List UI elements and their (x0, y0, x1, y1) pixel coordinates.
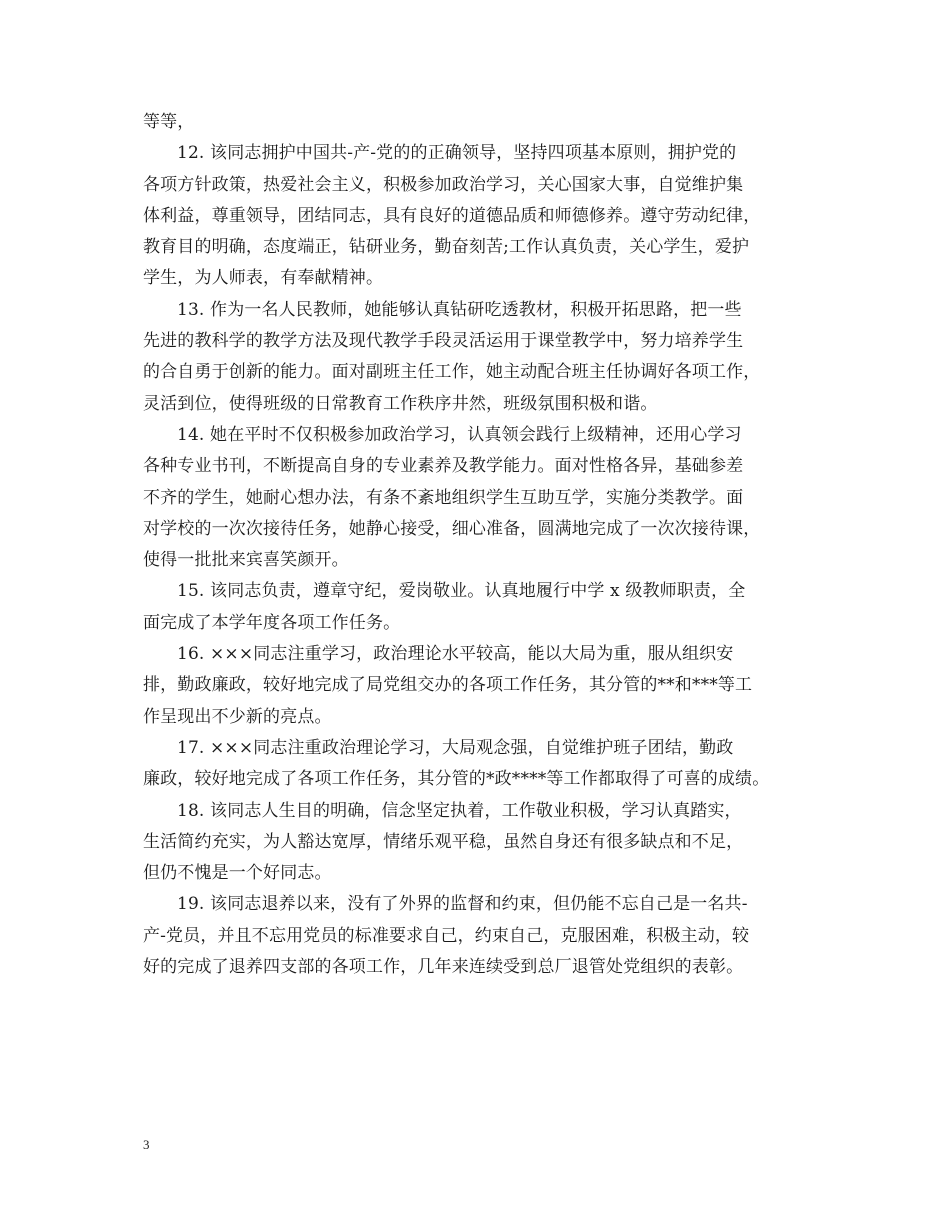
text-line: 教育目的明确，态度端正，钻研业务，勤奋刻苦;工作认真负责，关心学生，爱护 (143, 237, 750, 258)
text-line: 各种专业书刊，不断提高自身的专业素养及教学能力。面对性格各异，基础参差 (143, 456, 744, 477)
text-line: 使得一批批来宾喜笑颜开。 (143, 550, 349, 571)
text-line: 学生，为人师表，有奉献精神。 (143, 268, 384, 289)
text-line: 不齐的学生，她耐心想办法，有条不紊地组织学生互助互学，实施分类教学。面 (143, 487, 744, 508)
text-line: 产-党员，并且不忘用党员的标准要求自己，约束自己，克服困难，积极主动，较 (143, 925, 750, 946)
text-line: 排，勤政廉政，较好地完成了局党组交办的各项工作任务，其分管的**和***等工 (143, 675, 753, 696)
page-number: 3 (143, 1137, 150, 1152)
text-line: 好的完成了退养四支部的各项工作，几年来连续受到总厂退管处党组织的表彰。 (143, 957, 744, 978)
text-line: 生活简约充实，为人豁达宽厚，情绪乐观平稳，虽然自身还有很多缺点和不足， (143, 831, 744, 852)
text-line: 但仍不愧是一个好同志。 (143, 863, 332, 884)
document-body (143, 112, 807, 988)
text-line: 等等， (143, 112, 195, 132)
text-line: 的合自勇于创新的能力。面对副班主任工作，她主动配合班主任协调好各项工作， (143, 362, 761, 383)
text-line: 体利益，尊重领导，团结同志，具有良好的道德品质和师德修养。遵守劳动纪律， (143, 205, 761, 226)
paragraph-18-start: 18. 该同志人生目的明确，信念坚定执着，工作敬业积极，学习认真踏实， (177, 800, 742, 821)
paragraph-15-start: 15. 该同志负责，遵章守纪，爱岗敬业。认真地履行中学 x 级教师职责，全 (177, 581, 746, 602)
text-line: 先进的教科学的教学方法及现代教学手段灵活运用于课堂教学中，努力培养学生 (143, 331, 744, 352)
text-line: 对学校的一次次接待任务，她静心接受，细心准备，圆满地完成了一次次接待课， (143, 518, 761, 539)
paragraph-14-start: 14. 她在平时不仅积极参加政治学习，认真领会践行上级精神，还用心学习 (177, 424, 742, 445)
paragraph-17-start: 17. ×××同志注重政治理论学习，大局观念强，自觉维护班子团结，勤政 (177, 737, 734, 758)
paragraph-12-start: 12. 该同志拥护中国共-产-党的的正确领导，坚持四项基本原则，拥护党的 (177, 143, 737, 164)
paragraph-16-start: 16. ×××同志注重学习，政治理论水平较高，能以大局为重，服从组织安 (177, 644, 734, 665)
text-line: 面完成了本学年度各项工作任务。 (143, 612, 401, 633)
paragraph-13-start: 13. 作为一名人民教师，她能够认真钻研吃透教材，积极开拓思路，把一些 (177, 299, 742, 320)
text-line: 各项方针政策，热爱社会主义，积极参加政治学习，关心国家大事，自觉维护集 (143, 174, 744, 195)
text-line: 灵活到位，使得班级的日常教育工作秩序井然，班级氛围积极和谐。 (143, 393, 658, 414)
text-line: 廉政，较好地完成了各项工作任务，其分管的*政****等工作都取得了可喜的成绩。 (143, 769, 770, 790)
paragraph-19-start: 19. 该同志退养以来，没有了外界的监督和约束，但仍能不忘自己是一名共- (177, 894, 748, 915)
text-line: 作呈现出不少新的亮点。 (143, 706, 332, 727)
